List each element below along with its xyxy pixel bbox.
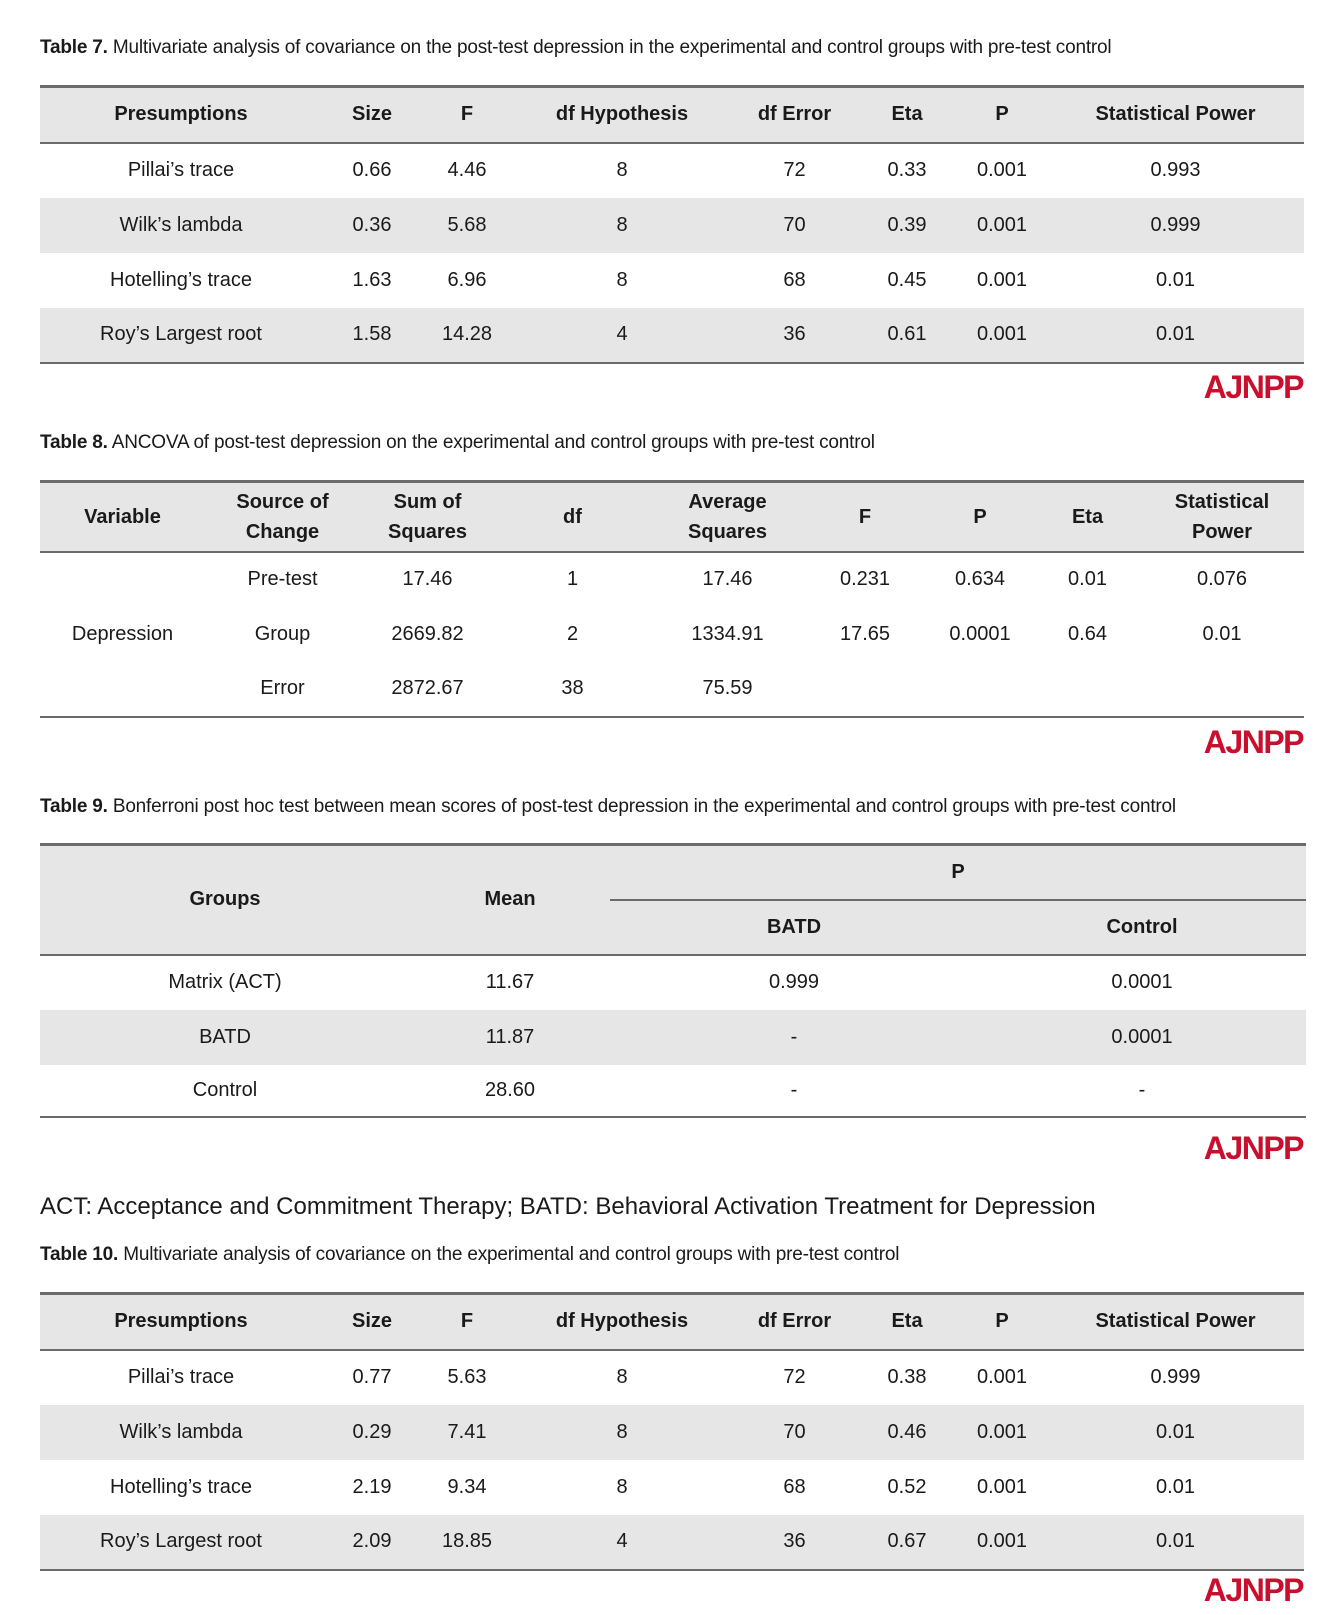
table-cell: Pillai’s trace (127, 1366, 235, 1388)
table8-label: Table 8. (40, 432, 108, 453)
table7-header: P (995, 103, 1009, 126)
table-cell: BATD (199, 1025, 251, 1048)
table8-header-average (650, 482, 805, 552)
table-row (40, 1460, 1304, 1515)
table8-header-source-line2: Change (245, 520, 320, 543)
table-cell: Wilk’s lambda (119, 213, 243, 236)
table8-header-power-line1: Statistical (1174, 490, 1270, 513)
table-cell: 2.09 (352, 1530, 392, 1552)
table7-header: Size (351, 103, 393, 126)
table-cell: 70 (783, 1420, 806, 1443)
table9-header-p: P (951, 860, 965, 883)
table8-header-row (40, 482, 1304, 552)
table-cell (805, 662, 925, 717)
table-cell: 1.58 (352, 323, 392, 345)
table-cell: 0.61 (887, 323, 927, 345)
table-cell: 0.64 (1068, 622, 1107, 645)
table-cell: 0.001 (976, 1420, 1028, 1443)
table-cell: 0.01 (1068, 568, 1107, 590)
table7-header: F (460, 103, 474, 126)
table-cell: 6.96 (447, 268, 487, 291)
table10-header: Eta (891, 1310, 923, 1333)
table-cell: Wilk’s lambda (119, 1420, 243, 1443)
table-cell: 75.59 (702, 677, 753, 699)
table-cell: 0.36 (352, 213, 392, 236)
table8-header-average-line2: Squares (688, 520, 767, 543)
table10-header-row (40, 1294, 1304, 1350)
table7-caption (40, 36, 1111, 60)
table-cell: - (1138, 1078, 1146, 1101)
table-cell: Pillai’s trace (127, 159, 235, 181)
journal-logo: AJNPP (1203, 1130, 1303, 1166)
table-cell (925, 662, 1035, 717)
table-cell: 68 (783, 1475, 806, 1498)
table8-header-variable: Variable (84, 505, 161, 528)
table10-header: F (460, 1310, 474, 1333)
table-cell: 0.01 (1156, 268, 1195, 291)
table8-header-sum-line2: Squares (388, 520, 467, 543)
table-cell: 70 (783, 213, 806, 236)
table-cell: 8 (616, 1475, 628, 1498)
table-row (40, 1350, 1304, 1405)
table-cell: 2.19 (352, 1475, 392, 1498)
table10-header: Presumptions (114, 1310, 248, 1333)
table-cell: 9.34 (447, 1475, 487, 1498)
table-cell: 8 (616, 268, 628, 291)
table-cell: 0.33 (887, 159, 927, 181)
abbreviations-footnote: ACT: Acceptance and Commitment Therapy; BATD: Behavioral Activation Treatment for Depression (40, 1193, 1096, 1220)
table9-header-control: Control (978, 900, 1306, 955)
table10-caption-text: Multivariate analysis of covariance on the experimental and control groups with pre-test control (123, 1244, 900, 1265)
table10-header: df Error (757, 1310, 832, 1333)
table-cell: 17.46 (702, 568, 753, 590)
table-cell: 11.67 (485, 971, 535, 993)
table9-header-batd: BATD (610, 900, 978, 955)
table-cell: 0.999 (768, 971, 820, 993)
table-cell: Pre-test (247, 568, 318, 590)
table-cell: 8 (616, 1366, 628, 1388)
table7-header: Presumptions (114, 103, 248, 126)
table-cell: 68 (783, 268, 806, 291)
table-cell: 5.68 (447, 213, 487, 236)
table-cell: 0.39 (887, 213, 927, 236)
table10-header: df Hypothesis (555, 1310, 689, 1333)
table-cell: 0.01 (1156, 1475, 1195, 1498)
table-cell: 1.63 (352, 268, 392, 291)
table9-label: Table 9. (40, 796, 108, 817)
table-cell: 0.52 (887, 1475, 927, 1498)
table8-variable-cell: Depression (71, 622, 174, 645)
table9-header-row (40, 845, 1306, 900)
table-cell: 0.0001 (1111, 971, 1173, 993)
table8-header-source (205, 482, 360, 552)
table-cell: 0.001 (976, 268, 1028, 291)
table8-header-average-line1: Average (688, 490, 767, 513)
table-cell: 0.001 (976, 1366, 1028, 1388)
journal-logo: AJNPP (1203, 369, 1303, 405)
table-cell: - (790, 1025, 798, 1048)
table-row (40, 1405, 1304, 1460)
table7-header-row (40, 87, 1304, 143)
table-cell: 0.45 (887, 268, 927, 291)
table7-header: df Hypothesis (555, 103, 689, 126)
table8-header-source-line1: Source of (236, 490, 329, 513)
table-cell: 5.63 (447, 1366, 487, 1388)
table-row (40, 955, 1306, 1010)
table9-caption (40, 795, 1176, 819)
table-row (40, 1010, 1306, 1065)
table8 (40, 480, 1304, 718)
table-cell: 0.001 (976, 323, 1028, 345)
table7-caption-text: Multivariate analysis of covariance on the post-test depression in the experimental and control groups with pre-test control (112, 37, 1112, 58)
table-cell: 8 (616, 213, 628, 236)
table-cell: Group (254, 622, 311, 645)
table-cell: 17.46 (402, 568, 453, 590)
journal-logo: AJNPP (1203, 724, 1303, 760)
table-cell: Roy’s Largest root (100, 1530, 262, 1552)
table-row (40, 308, 1304, 363)
table9-caption-text: Bonferroni post hoc test between mean scores of post-test depression in the experimental and control groups with pre-test control (112, 796, 1176, 817)
table9-header-mean: Mean (484, 888, 536, 911)
table-cell: 0.29 (352, 1420, 392, 1443)
table8-caption-text: ANCOVA of post-test depression on the experimental and control groups with pre-test control (111, 432, 875, 453)
table-cell: 0.77 (352, 1366, 392, 1388)
table9-header-groups: Groups (189, 888, 261, 911)
table-row (40, 1065, 1306, 1117)
table-cell: 0.634 (954, 568, 1006, 590)
table-cell: 0.231 (839, 568, 891, 590)
table-cell: Error (260, 677, 305, 699)
table-cell: 4 (616, 1530, 628, 1552)
table-cell: 8 (616, 1420, 628, 1443)
table-cell: 0.0001 (949, 622, 1011, 645)
table9 (40, 843, 1306, 1118)
table-cell: Matrix (ACT) (168, 971, 282, 993)
journal-logo: AJNPP (1203, 1572, 1303, 1608)
table-row (40, 1515, 1304, 1570)
table-cell: 0.01 (1156, 1530, 1195, 1552)
table10-label: Table 10. (40, 1244, 119, 1265)
table-cell: Hotelling’s trace (110, 268, 252, 291)
table-cell: 36 (783, 323, 806, 345)
table-cell: 0.999 (1150, 1366, 1201, 1388)
table-cell: 14.28 (441, 323, 493, 345)
table-row (40, 143, 1304, 198)
table10-header: P (995, 1310, 1009, 1333)
table10-caption (40, 1243, 899, 1267)
table7-label: Table 7. (40, 37, 108, 58)
table-cell: 72 (783, 159, 806, 181)
table-cell: 18.85 (441, 1530, 493, 1552)
table10-header: Size (351, 1310, 393, 1333)
table7-header: df Error (757, 103, 832, 126)
table8-header-f: F (858, 505, 872, 528)
table8-header-eta: Eta (1071, 505, 1104, 528)
table-cell: 17.65 (839, 622, 891, 645)
table-row (40, 607, 1304, 662)
table8-header-sum-line1: Sum of (393, 490, 462, 513)
table-cell: Control (192, 1078, 258, 1101)
table-cell: 0.66 (352, 159, 392, 181)
table-cell: 0.67 (887, 1530, 927, 1552)
table-cell: 36 (783, 1530, 806, 1552)
table-cell: 2 (566, 622, 579, 645)
table-cell: 4.46 (447, 159, 487, 181)
table-row (40, 552, 1304, 607)
table-cell: 0.076 (1196, 568, 1248, 590)
table-cell: 38 (561, 677, 584, 699)
table-cell: 0.38 (887, 1366, 927, 1388)
table10-header: Statistical Power (1095, 1310, 1256, 1333)
table-cell: 2872.67 (391, 677, 464, 699)
table-row (40, 253, 1304, 308)
table10 (40, 1292, 1304, 1571)
table-cell: 0.01 (1156, 1420, 1195, 1443)
table8-header-p: P (973, 505, 987, 528)
table-cell: 0.001 (976, 213, 1028, 236)
table-cell (1140, 662, 1304, 717)
table7-header: Eta (891, 103, 923, 126)
table-cell (1035, 662, 1140, 717)
table-cell: 4 (616, 323, 628, 345)
table-cell: 0.999 (1150, 213, 1201, 236)
table-cell: Hotelling’s trace (110, 1475, 252, 1498)
table7 (40, 85, 1304, 364)
table-cell: 1 (566, 568, 579, 590)
table-cell: Roy’s Largest root (100, 323, 262, 345)
table8-header-sum (360, 482, 495, 552)
table8-header-power (1140, 482, 1304, 552)
table-cell: 2669.82 (391, 622, 464, 645)
table-cell: 0.001 (976, 1530, 1028, 1552)
table8-caption (40, 431, 875, 455)
table-cell: 0.001 (976, 1475, 1028, 1498)
table-cell: - (790, 1078, 798, 1101)
table-cell: 8 (616, 159, 628, 181)
table-cell: 0.993 (1150, 159, 1201, 181)
table-cell: 0.01 (1202, 622, 1242, 645)
table-cell: 72 (783, 1366, 806, 1388)
table8-header-df: df (563, 505, 582, 528)
table-cell: 7.41 (447, 1420, 487, 1443)
table7-header: Statistical Power (1095, 103, 1256, 126)
table-cell: 28.60 (484, 1078, 536, 1101)
table-cell: 1334.91 (691, 622, 764, 645)
table-cell: 11.87 (485, 1025, 535, 1048)
table-row (40, 198, 1304, 253)
table-row (40, 662, 1304, 717)
table-cell: 0.46 (887, 1420, 927, 1443)
table8-header-power-line2: Power (1191, 520, 1253, 543)
table-cell: 0.001 (976, 159, 1028, 181)
table-cell: 0.01 (1156, 323, 1195, 345)
table-cell: 0.0001 (1111, 1025, 1173, 1048)
